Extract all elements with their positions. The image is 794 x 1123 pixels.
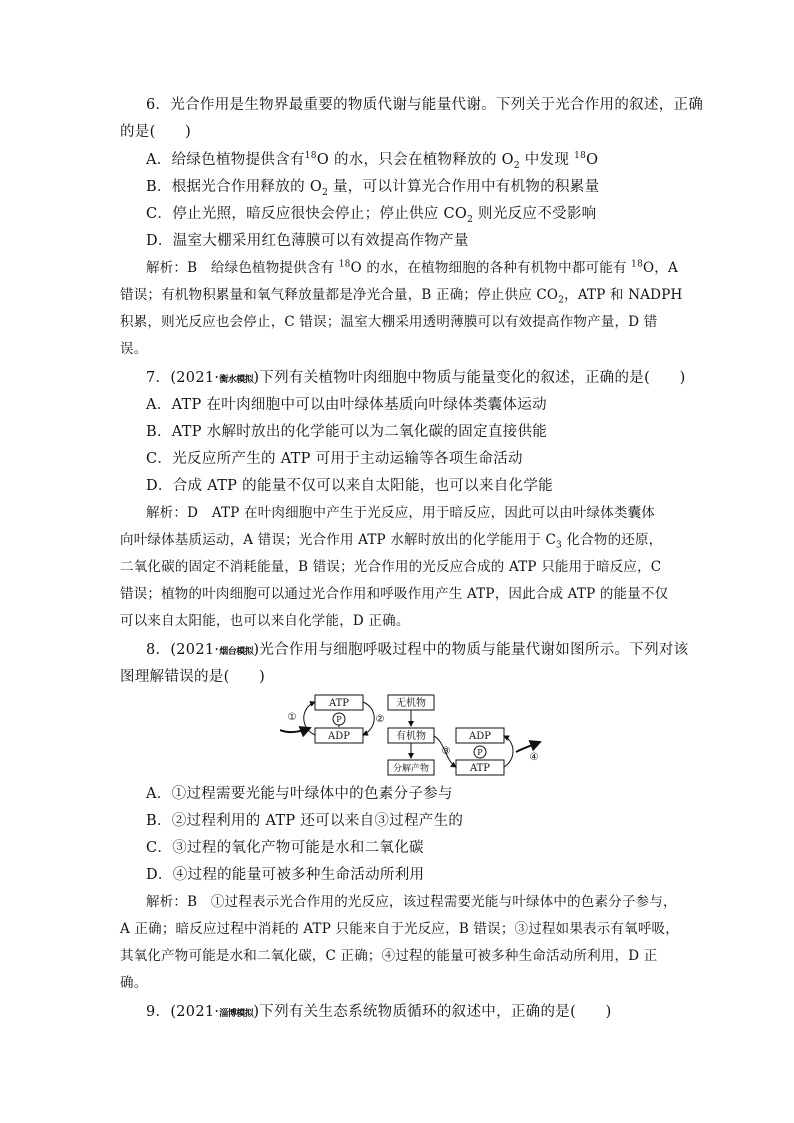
q6-stem-line2: 的是( ) — [120, 124, 192, 140]
q7-option-b: B．ATP 水解时放出的化学能可以为二氧化碳的固定直接供能 — [146, 424, 548, 440]
q8-explanation-line4: 确。 — [120, 975, 148, 991]
atp-right-label: ATP — [469, 763, 491, 774]
q8-explanation-line2: A 正确；暗反应过程中消耗的 ATP 只能来自于光反应，B 错误；③过程如果表示有氧呼吸， — [120, 921, 679, 937]
q6-option-b: B．根据光合作用释放的 $O_2$ 量，可以计算光合作用中有机物的积累量 — [146, 179, 600, 198]
p-right-label: P — [477, 748, 483, 757]
q8-option-d: D．④过程的能量可被多种生命活动所利用 — [146, 867, 425, 883]
q9-stem: 9．(2021·淄博模拟)下列有关生态系统物质循环的叙述中，正确的是( ) — [146, 1004, 612, 1020]
adp-right-label: ADP — [469, 731, 491, 742]
circle-2: ② — [375, 714, 385, 725]
q6-explanation-line1: 解析：B 给绿色植物提供含有 $^{18}$O 的水，在植物细胞的各种有机物中都可能有 $^{18}$O，A — [146, 259, 678, 276]
organic-label: 有机物 — [396, 731, 426, 742]
q6-explanation-line3: 积累，则光反应也会停止，C 错误；温室大棚采用透明薄膜可以有效提高作物产量，D 错 — [120, 314, 658, 330]
q7-explanation-line1: 解析：D ATP 在叶肉细胞中产生于光反应，用于暗反应，因此可以由叶绿体类囊体 — [146, 505, 656, 521]
circle-4: ④ — [529, 752, 539, 763]
atp-cycle-diagram — [280, 690, 550, 780]
q7-option-a: A．ATP 在叶肉细胞中可以由叶绿体基质向叶绿体类囊体运动 — [146, 397, 547, 413]
q7-option-c: C．光反应所产生的 ATP 可用于主动运输等各项生命活动 — [146, 451, 523, 467]
q7-explanation-line4: 错误；植物的叶肉细胞可以通过光合作用和呼吸作用产生 ATP，因此合成 ATP 的能量不仅 — [120, 586, 669, 602]
q7-explanation-line2: 向叶绿体基质运动，A 错误；光合作用 ATP 水解时放出的化学能用于 $C_3$ 化合物的还原， — [120, 532, 663, 551]
q7-explanation-line3: 二氧化碳的固定不消耗能量，B 错误；光合作用的光反应合成的 ATP 只能用于暗反应，C — [120, 559, 662, 575]
q7-option-d: D．合成 ATP 的能量不仅可以来自太阳能，也可以来自化学能 — [146, 478, 553, 494]
q6-option-d: D．温室大棚采用红色薄膜可以有效提高作物产量 — [146, 233, 469, 249]
q8-explanation-line1: 解析：B ①过程表示光合作用的光反应，该过程需要光能与叶绿体中的色素分子参与， — [146, 894, 677, 910]
atp-top-label: ATP — [328, 698, 350, 709]
q7-explanation-line5: 可以来自太阳能，也可以来自化学能，D 正确。 — [120, 613, 410, 629]
circle-1: ① — [287, 712, 297, 723]
inorganic-label: 无机物 — [396, 698, 426, 709]
q6-explanation-line4: 误。 — [120, 341, 148, 357]
decomp-label: 分解产物 — [392, 764, 430, 774]
q6-explanation-line2: 错误；有机物积累量和氧气释放量都是净光合量，B 正确；停止供应 $CO_2$，ATP 和 NADPH — [120, 287, 683, 306]
q6-option-a: A．给绿色植物提供含有$^{18}$O 的水，只会在植物释放的 $O_2$ 中发现 $^{18}$O — [146, 151, 599, 171]
q8-explanation-line3: 其氧化产物可能是水和二氧化碳，C 正确；④过程的能量可被多种生命活动所利用，D 正 — [120, 948, 658, 964]
q8-stem: 8．(2021·烟台模拟)光合作用与细胞呼吸过程中的物质与能量代谢如图所示。下列对该 — [146, 642, 689, 658]
adp-left-label: ADP — [328, 731, 350, 742]
circle-3: ③ — [441, 746, 451, 757]
q7-stem: 7．(2021·衡水模拟)下列有关植物叶肉细胞中物质与能量变化的叙述，正确的是( ) — [146, 370, 686, 386]
q6-option-c: C．停止光照，暗反应很快会停止；停止供应 $CO_2$ 则光反应不受影响 — [146, 206, 597, 225]
q6-stem-line1: 6．光合作用是生物界最重要的物质代谢与能量代谢。下列关于光合作用的叙述，正确 — [146, 97, 704, 113]
q8-option-c: C．③过程的氧化产物可能是水和二氧化碳 — [146, 840, 424, 856]
q8-option-b: B．②过程利用的 ATP 还可以来自③过程产生的 — [146, 813, 464, 829]
p-left-label: P — [336, 715, 342, 724]
q8-stem-line2: 图理解错误的是( ) — [120, 669, 266, 685]
q8-option-a: A．①过程需要光能与叶绿体中的色素分子参与 — [146, 786, 453, 802]
